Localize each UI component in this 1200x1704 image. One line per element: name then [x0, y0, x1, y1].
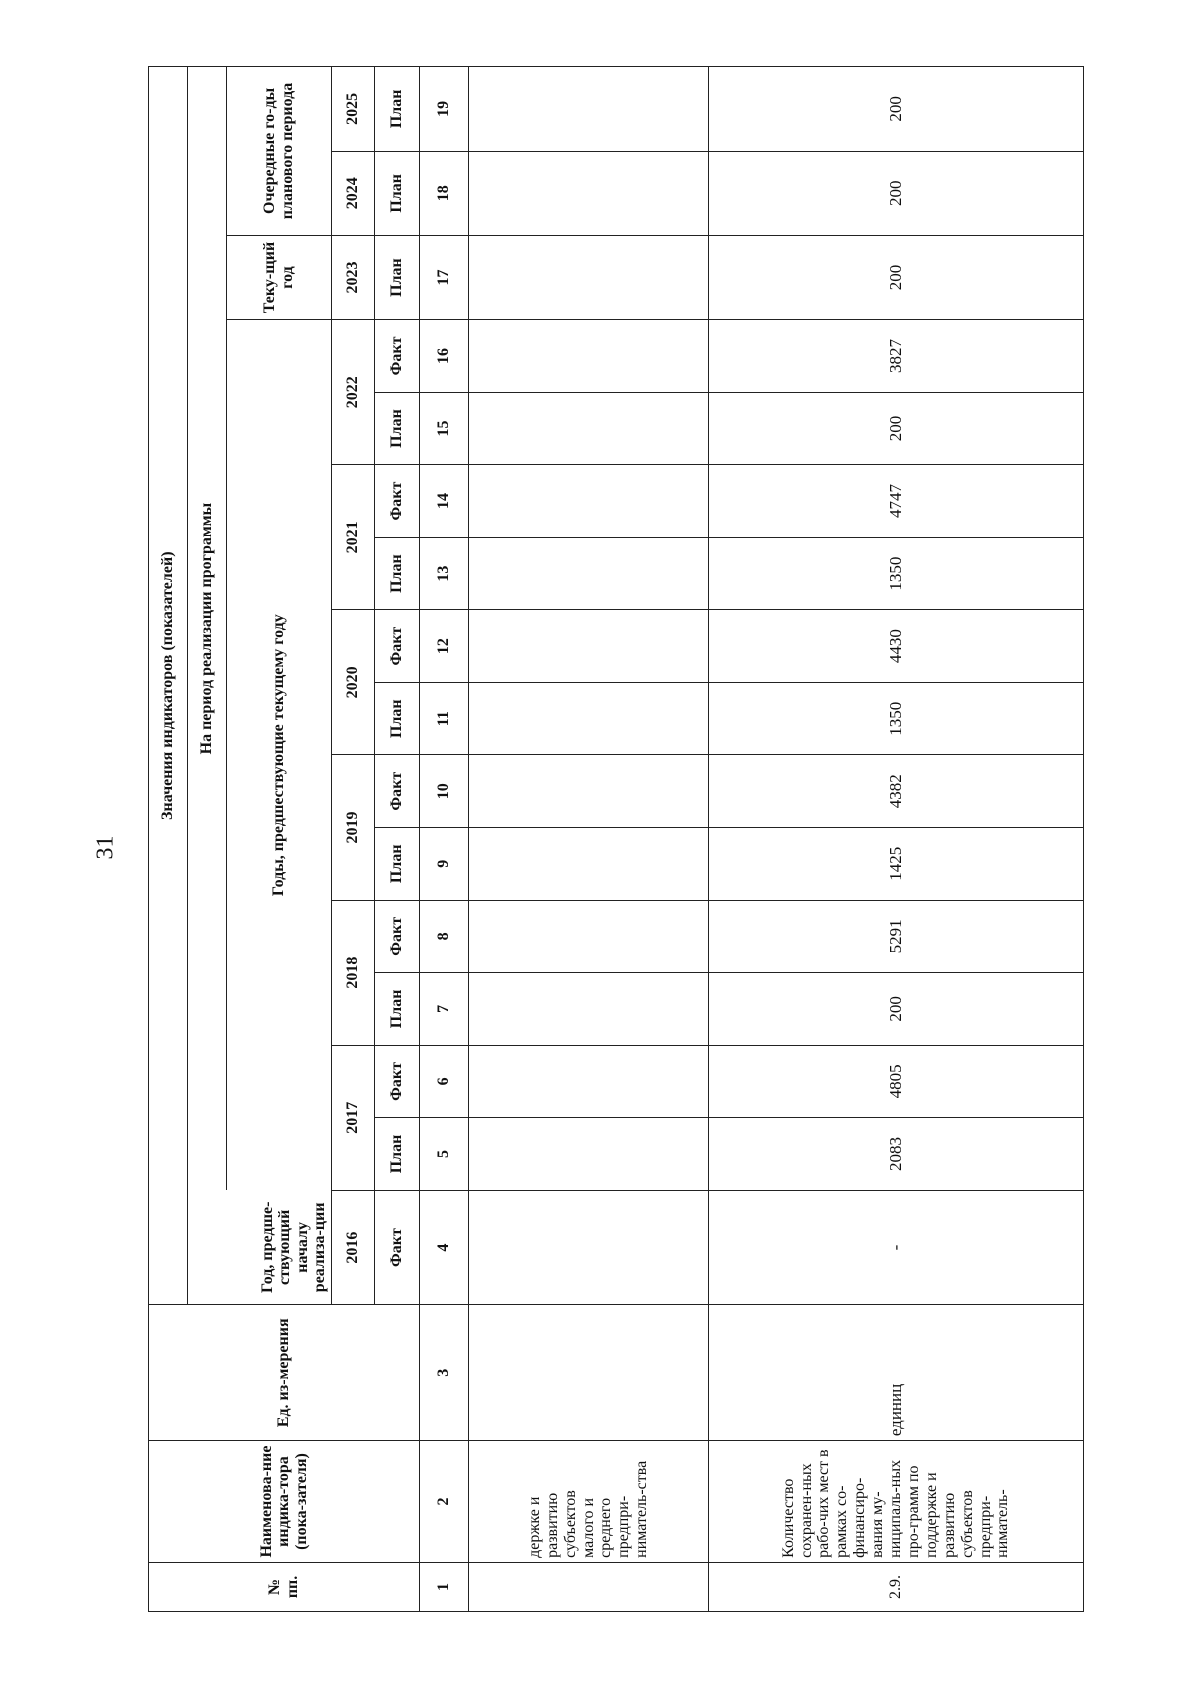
year-2022: 2022	[332, 320, 375, 465]
value-2018-plan	[469, 973, 709, 1046]
value-2022-plan	[469, 392, 709, 465]
value-2020-plan: 1350	[709, 682, 1084, 755]
value-2020-fact	[469, 610, 709, 683]
col-number: 7	[420, 973, 469, 1046]
col-number: 13	[420, 537, 469, 610]
header-year-before: Год, предше-ствующий началу реализа-ции	[188, 1190, 332, 1305]
value-2023-plan	[469, 235, 709, 319]
indicator-name: Количество сохранен-ных рабо-чих мест в рамках со-финансиро-вания му-ниципаль-ных про-грамм по поддержке и развитию субъектов предпри-ниматель-	[709, 1441, 1084, 1563]
row-number: 2.9.	[709, 1562, 1084, 1611]
page-number: 31	[92, 835, 119, 860]
value-2022-fact: 3827	[709, 320, 1084, 393]
year-2019: 2019	[332, 755, 375, 900]
col-number: 1	[420, 1562, 469, 1611]
value-2020-plan	[469, 682, 709, 755]
col-number: 3	[420, 1305, 469, 1441]
value-2024-plan: 200	[709, 151, 1084, 235]
value-2019-plan: 1425	[709, 828, 1084, 901]
col-number: 15	[420, 392, 469, 465]
label-plan-2022: План	[375, 392, 420, 465]
value-2018-plan: 200	[709, 973, 1084, 1046]
value-2022-plan: 200	[709, 392, 1084, 465]
label-fact-2018: Факт	[375, 900, 420, 973]
indicator-unit: единиц	[709, 1305, 1084, 1441]
value-2017-plan: 2083	[709, 1118, 1084, 1191]
label-plan-2017: План	[375, 1118, 420, 1191]
col-number: 17	[420, 235, 469, 319]
col-number: 18	[420, 151, 469, 235]
year-2016: 2016	[332, 1190, 375, 1305]
column-numbers-row	[420, 67, 469, 1612]
year-2018: 2018	[332, 900, 375, 1045]
col-number: 19	[420, 67, 469, 152]
header-values-title: Значения индикаторов (показателей)	[149, 67, 188, 1305]
value-2016-fact	[469, 1190, 709, 1305]
col-number: 2	[420, 1441, 469, 1563]
value-2016-fact: -	[709, 1190, 1084, 1305]
year-2025: 2025	[332, 67, 375, 152]
col-number: 5	[420, 1118, 469, 1191]
header-unit: Ед. из-мерения	[149, 1305, 420, 1441]
label-fact-2016: Факт	[375, 1190, 420, 1305]
label-plan-2021: План	[375, 537, 420, 610]
value-2021-fact: 4747	[709, 465, 1084, 538]
col-number: 10	[420, 755, 469, 828]
value-2018-fact: 5291	[709, 900, 1084, 973]
col-number: 6	[420, 1045, 469, 1118]
value-2019-fact: 4382	[709, 755, 1084, 828]
label-fact-2017: Факт	[375, 1045, 420, 1118]
header-next-years: Очередные го-ды планового периода	[227, 67, 332, 236]
year-2024: 2024	[332, 151, 375, 235]
year-2017: 2017	[332, 1045, 375, 1190]
indicator-unit	[469, 1305, 709, 1441]
label-fact-2019: Факт	[375, 755, 420, 828]
value-2020-fact: 4430	[709, 610, 1084, 683]
rotated-table-container	[148, 66, 1108, 1612]
label-plan-2019: План	[375, 828, 420, 901]
header-no: № пп.	[149, 1562, 420, 1611]
value-2021-fact	[469, 465, 709, 538]
col-number: 11	[420, 682, 469, 755]
header-row-1	[149, 67, 188, 1612]
indicator-name: держке и развитию субъектов малого и среднего предпри-ниматель-ства	[469, 1441, 709, 1563]
col-number: 12	[420, 610, 469, 683]
label-plan-2023: План	[375, 235, 420, 319]
value-2017-plan	[469, 1118, 709, 1191]
header-current-year: Теку-щий год	[227, 235, 332, 319]
year-2020: 2020	[332, 610, 375, 755]
value-2024-plan	[469, 151, 709, 235]
col-number: 4	[420, 1190, 469, 1305]
row-number	[469, 1562, 709, 1611]
table-row	[709, 67, 1084, 1612]
indicators-table	[148, 66, 1084, 1612]
label-plan-2025: План	[375, 67, 420, 152]
label-fact-2022: Факт	[375, 320, 420, 393]
value-2021-plan	[469, 537, 709, 610]
header-program-period: На период реализации программы	[188, 67, 227, 1191]
label-fact-2020: Факт	[375, 610, 420, 683]
value-2017-fact	[469, 1045, 709, 1118]
header-name: Наименова-ние индика-тора (пока-зателя)	[149, 1441, 420, 1563]
label-plan-2020: План	[375, 682, 420, 755]
table-row	[469, 67, 709, 1612]
value-2022-fact	[469, 320, 709, 393]
header-years-preceding: Годы, предшествующие текущему году	[227, 320, 332, 1191]
col-number: 14	[420, 465, 469, 538]
value-2021-plan: 1350	[709, 537, 1084, 610]
value-2019-fact	[469, 755, 709, 828]
col-number: 16	[420, 320, 469, 393]
value-2017-fact: 4805	[709, 1045, 1084, 1118]
year-2023: 2023	[332, 235, 375, 319]
col-number: 8	[420, 900, 469, 973]
value-2025-plan: 200	[709, 67, 1084, 152]
value-2019-plan	[469, 828, 709, 901]
label-fact-2021: Факт	[375, 465, 420, 538]
label-plan-2018: План	[375, 973, 420, 1046]
col-number: 9	[420, 828, 469, 901]
rotated-table-frame	[148, 66, 1108, 1612]
value-2023-plan: 200	[709, 235, 1084, 319]
value-2018-fact	[469, 900, 709, 973]
value-2025-plan	[469, 67, 709, 152]
label-plan-2024: План	[375, 151, 420, 235]
year-2021: 2021	[332, 465, 375, 610]
